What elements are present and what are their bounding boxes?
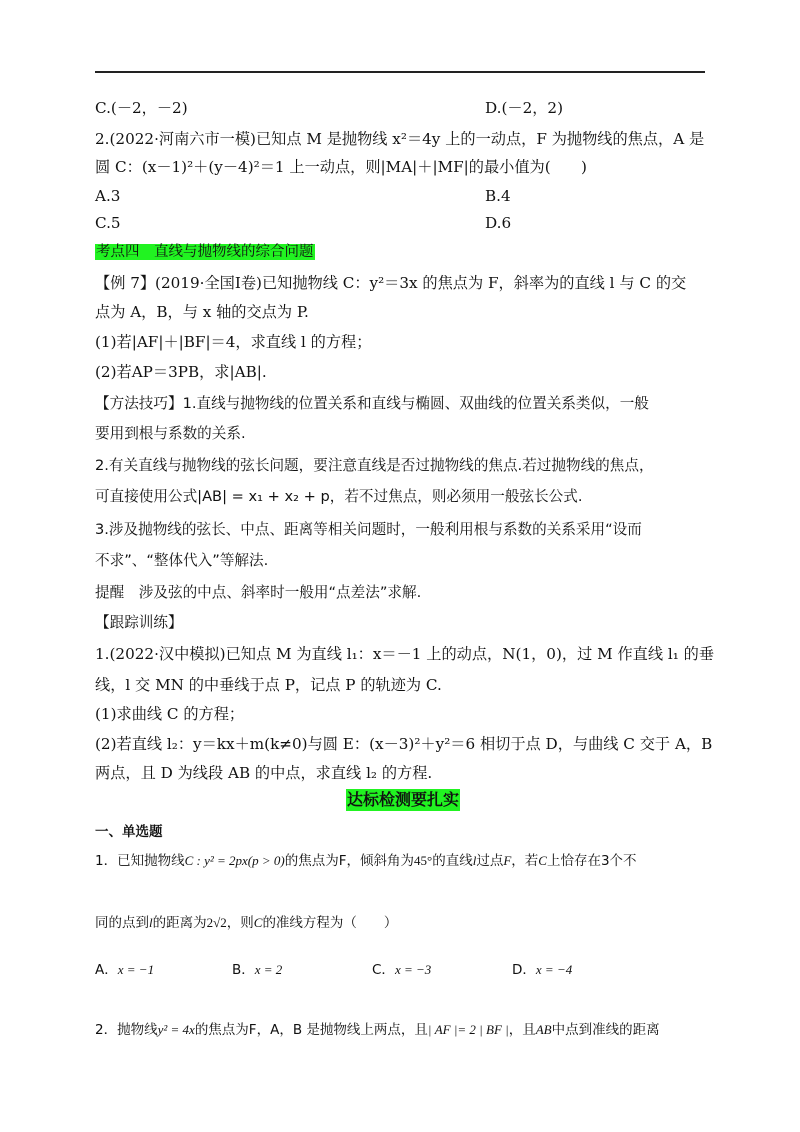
training-title: 【跟踪训练】: [95, 614, 183, 631]
single-q1-option-b: B．x = 2: [232, 962, 283, 978]
q2-line2: 圆 C：(x－1)²＋(y－4)²＝1 上一动点，则|MA|＋|MF|的最小值为( ): [95, 158, 587, 176]
q2-option-a: A.3: [95, 187, 121, 205]
q2-option-c: C.5: [95, 214, 121, 232]
q1-angle: 45°: [414, 853, 433, 868]
prev-option-c: C.(－2，－2): [95, 99, 188, 117]
example7-line2: 点为 A，B，与 x 轴的交点为 P.: [95, 303, 309, 321]
single-q1-option-d: D．x = −4: [512, 962, 573, 978]
method-reminder: 提醒 涉及弦的中点、斜率时一般用“点差法”求解.: [95, 584, 422, 601]
section4-title: 考点四 直线与抛物线的综合问题: [96, 244, 314, 260]
section-banner: 达标检测要扎实: [347, 790, 460, 809]
q2-vector-relation: | AF |= 2 | BF |: [427, 1022, 509, 1037]
single-q2-line1: 2．抛物线y² = 4x的焦点为F，A，B 是抛物线上两点，且| AF |= 2 | BF |，且AB中点到准线的距离: [95, 1022, 660, 1038]
q2-option-d: D.6: [485, 214, 512, 232]
single-q1-option-c: C．x = −3: [372, 962, 432, 978]
section4-row: [95, 241, 707, 262]
training-line4: (2)若直线 l₂：y＝kx＋m(k≠0)与圆 E：(x－3)²＋y²＝6 相切于点 D，与曲线 C 交于 A，B: [95, 735, 713, 753]
training-line1: 1.(2022·汉中模拟)已知点 M 为直线 l₁：x＝－1 上的动点，N(1，0)，过 M 作直线 l₁ 的垂: [95, 645, 715, 663]
prev-options-row: [95, 98, 707, 118]
q2-formula-parabola: y² = 4x: [157, 1022, 195, 1037]
prev-option-d: D.(－2，2): [485, 99, 564, 117]
method-line6: 不求”、“整体代入”等解法.: [95, 552, 269, 569]
q2-options-ab: [95, 186, 707, 206]
example7-line3: (1)若|AF|＋|BF|＝4，求直线 l 的方程；: [95, 333, 372, 351]
method-line4: 可直接使用公式|AB| = x₁ + x₂ + p，若不过焦点，则必须用一般弦长公式.: [95, 488, 583, 505]
q2-line1: 2.(2022·河南六市一模)已知点 M 是抛物线 x²＝4y 上的一动点，F 为抛物线的焦点，A 是: [95, 130, 705, 148]
method-line3: 2.有关直线与抛物线的弦长问题，要注意直线是否过抛物线的焦点.若过抛物线的焦点，: [95, 457, 654, 474]
q2-options-cd: [95, 213, 707, 233]
method-line5: 3.涉及抛物线的弦长、中点、距离等相关问题时，一般利用根与系数的关系采用“设而: [95, 521, 642, 538]
training-line5: 两点，且 D 为线段 AB 的中点，求直线 l₂ 的方程.: [95, 764, 433, 782]
example7-line4: (2)若AP＝3PB，求|AB|.: [95, 363, 267, 381]
q1-formula-parabola: C : y² = 2px(p > 0): [184, 853, 285, 868]
header-rule: [95, 71, 705, 73]
training-line3: (1)求曲线 C 的方程；: [95, 705, 245, 723]
q1-distance: 2√2: [206, 915, 227, 930]
method-line1: 【方法技巧】1.直线与抛物线的位置关系和直线与椭圆、双曲线的位置关系类似，一般: [95, 395, 649, 412]
q2-option-b: B.4: [485, 187, 511, 205]
example7-line1: 【例 7】(2019·全国Ⅰ卷)已知抛物线 C：y²＝3x 的焦点为 F，斜率为的直线 l 与 C 的交: [95, 274, 687, 292]
training-line2: 线，l 交 MN 的中垂线于点 P，记点 P 的轨迹为 C.: [95, 676, 442, 694]
single-q1-line1: 1．已知抛物线C : y² = 2px(p > 0)的焦点为F，倾斜角为45°的直线l过点F，若C上恰存在3个不: [95, 853, 637, 869]
single-choice-heading: 一、单选题: [95, 824, 163, 840]
method-line2: 要用到根与系数的关系.: [95, 425, 246, 442]
single-q1-line2: 同的点到l的距离为2√2，则C的准线方程为（ ）: [95, 915, 398, 931]
single-q1-option-a: A．x = −1: [95, 962, 155, 978]
